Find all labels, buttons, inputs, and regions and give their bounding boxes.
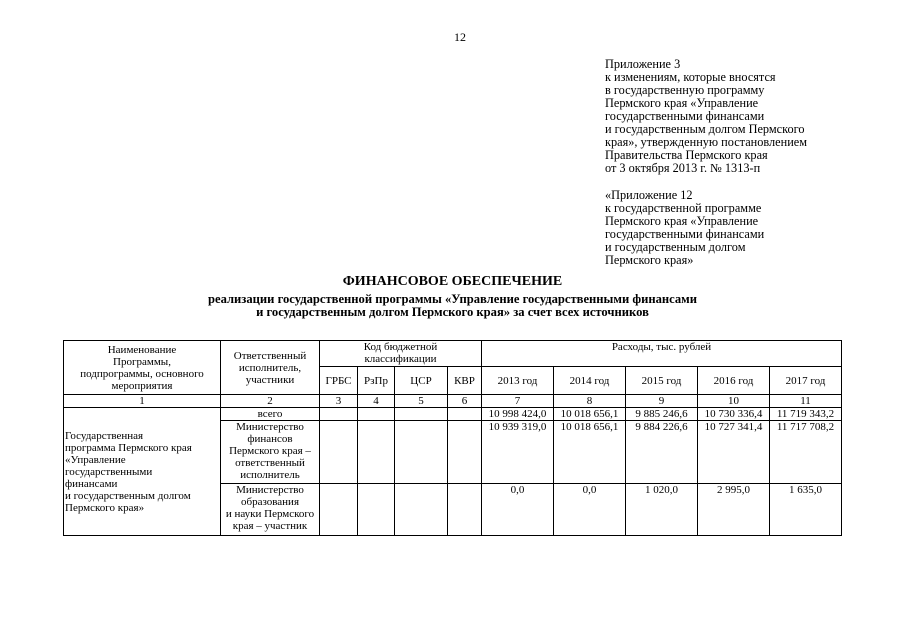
code-cell	[358, 421, 395, 484]
annex-line: Пермского края «Управление	[605, 214, 759, 228]
annex-line: Пермского края»	[605, 253, 694, 267]
code-cell	[358, 484, 395, 536]
value-cell: 10 727 341,4	[698, 421, 770, 484]
code-cell	[358, 408, 395, 421]
code-cell	[448, 408, 482, 421]
value-cell: 9 885 246,6	[626, 408, 698, 421]
code-cell	[320, 421, 358, 484]
value-cell: 10 730 336,4	[698, 408, 770, 421]
subheading-line: реализации государственной программы «Управление государственными финансами	[207, 292, 698, 306]
annex-line: от 3 октября 2013 г. № 1313-п	[605, 161, 761, 175]
code-cell	[395, 484, 448, 536]
column-number: 7	[482, 395, 554, 408]
column-number: 9	[626, 395, 698, 408]
code-cell	[395, 421, 448, 484]
value-cell: 0,0	[554, 484, 626, 536]
value-cell: 10 018 656,1	[554, 421, 626, 484]
header-year: 2015 год	[626, 367, 698, 395]
value-cell: 11 719 343,2	[770, 408, 842, 421]
value-cell: 1 635,0	[770, 484, 842, 536]
annex-line: к государственной программе	[605, 201, 762, 215]
value-cell: 1 020,0	[626, 484, 698, 536]
header-budget-code: Код бюджетной классификации	[320, 341, 482, 367]
header-name: Наименование Программы, подпрограммы, основного мероприятия	[64, 341, 221, 395]
annex-line: государственными финансами	[605, 109, 765, 123]
annex-line: к изменениям, которые вносятся	[605, 70, 776, 84]
subheading-line: и государственным долгом Пермского края» за счет всех источников	[256, 305, 649, 319]
page-number: 12	[454, 30, 466, 44]
code-cell	[448, 484, 482, 536]
header-year: 2017 год	[770, 367, 842, 395]
column-number: 5	[395, 395, 448, 408]
financing-table	[63, 340, 842, 536]
header-csr: ЦСР	[395, 367, 448, 395]
column-number: 1	[64, 395, 221, 408]
value-cell: 10 998 424,0	[482, 408, 554, 421]
header-year: 2016 год	[698, 367, 770, 395]
executor-cell: Министерство образования и науки Пермского края – участник	[221, 484, 320, 536]
column-number: 4	[358, 395, 395, 408]
header-year: 2013 год	[482, 367, 554, 395]
value-cell: 10 018 656,1	[554, 408, 626, 421]
annex-line: Приложение 3	[605, 57, 681, 71]
program-name: Государственная программа Пермского края «Управление государственными финансами и государственным долгом Пермского края»	[64, 408, 221, 536]
column-number: 10	[698, 395, 770, 408]
value-cell: 11 717 708,2	[770, 421, 842, 484]
value-cell: 2 995,0	[698, 484, 770, 536]
header-kvr: КВР	[448, 367, 482, 395]
annex-line: государственными финансами	[605, 227, 765, 241]
column-number: 6	[448, 395, 482, 408]
executor-cell: всего	[221, 408, 320, 421]
executor-cell: Министерство финансов Пермского края – ответственный исполнитель	[221, 421, 320, 484]
header-expenses: Расходы, тыс. рублей	[482, 341, 842, 367]
annex-line: Правительства Пермского края	[605, 148, 768, 162]
header-rzpr: РзПр	[358, 367, 395, 395]
code-cell	[395, 408, 448, 421]
column-number: 11	[770, 395, 842, 408]
header-grbs: ГРБС	[320, 367, 358, 395]
annex-line: и государственным долгом	[605, 240, 746, 254]
document-subheading	[0, 293, 905, 319]
header-year: 2014 год	[554, 367, 626, 395]
annex-block	[605, 58, 900, 267]
code-cell	[448, 421, 482, 484]
code-cell	[320, 408, 358, 421]
column-number: 8	[554, 395, 626, 408]
annex-line: в государственную программу	[605, 83, 765, 97]
table-row	[64, 408, 842, 421]
value-cell: 0,0	[482, 484, 554, 536]
value-cell: 9 884 226,6	[626, 421, 698, 484]
annex-line: «Приложение 12	[605, 188, 693, 202]
value-cell: 10 939 319,0	[482, 421, 554, 484]
header-executor: Ответственный исполнитель, участники	[221, 341, 320, 395]
annex-line: края», утвержденную постановлением	[605, 135, 808, 149]
document-heading: ФИНАНСОВОЕ ОБЕСПЕЧЕНИЕ	[342, 274, 563, 289]
column-number: 3	[320, 395, 358, 408]
annex-line: Пермского края «Управление	[605, 96, 759, 110]
annex-line: и государственным долгом Пермского	[605, 122, 805, 136]
code-cell	[320, 484, 358, 536]
column-number: 2	[221, 395, 320, 408]
